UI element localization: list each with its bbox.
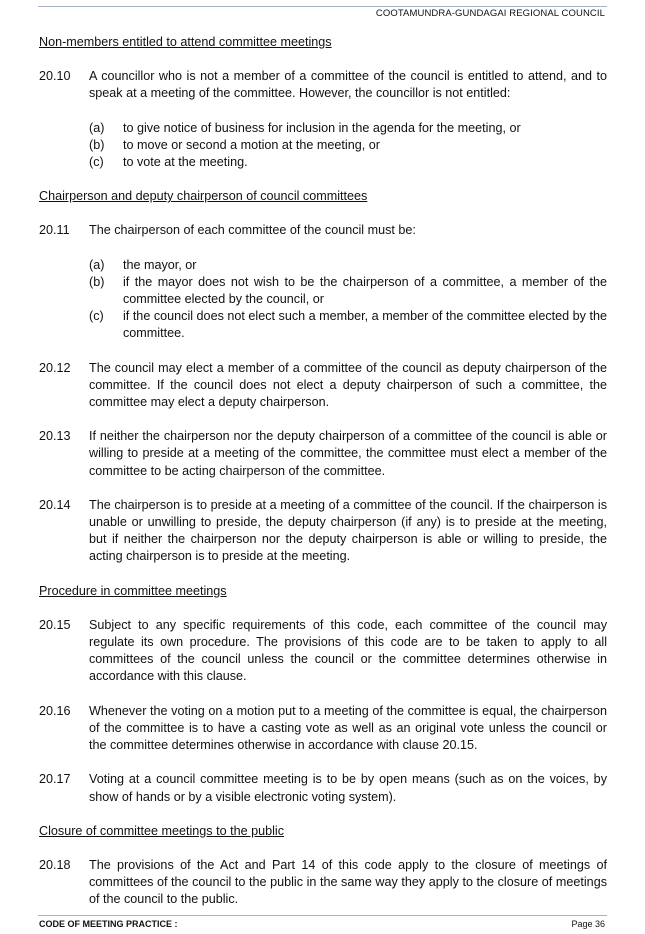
- document-body: [39, 34, 607, 926]
- clause-20-12: [39, 360, 607, 412]
- list-item-text: to give notice of business for inclusion in the agenda for the meeting, or: [123, 120, 521, 135]
- page-number: Page 36: [571, 919, 605, 929]
- footer-document-title: CODE OF MEETING PRACTICE :: [39, 919, 178, 929]
- clause-text: The chairperson is to preside at a meeting of a committee of the council. If the chairperson is unable or unwilling to preside, the deputy chairperson (if any) is to preside at the meeting, but if neither the chairperson nor the deputy chairperson is able or willing to preside, the acting chairperson is to preside at the meeting.: [89, 497, 607, 564]
- list-item-text: if the council does not elect such a member, a member of the committee elected by the committee.: [123, 309, 607, 341]
- list-item: [89, 154, 607, 171]
- list-item-label: (a): [89, 120, 105, 135]
- clause-text: The chairperson of each committee of the council must be:: [89, 223, 416, 238]
- header-rule: [38, 6, 607, 7]
- clause-20-14: [39, 497, 607, 566]
- clause-text: Subject to any specific requirements of this code, each committee of the council may regulate its own procedure. The provisions of this code are to be taken to apply to all committees of the council unless the council or the committee determines otherwise in accordance with this clause.: [89, 617, 607, 684]
- clause-number: 20.15: [39, 617, 71, 632]
- header-title: COOTAMUNDRA-GUNDAGAI REGIONAL COUNCIL: [375, 8, 605, 19]
- clause-number: 20.10: [39, 69, 71, 84]
- clause-sublist: [89, 257, 607, 343]
- list-item: [89, 257, 607, 274]
- footer-rule: [38, 915, 607, 916]
- clause-20-11: [39, 222, 607, 239]
- clause-text: Voting at a council committee meeting is to be by open means (such as on the voices, by show of hands or by a visible electronic voting system).: [89, 772, 607, 804]
- list-item: [89, 274, 607, 308]
- clause-20-18: [39, 857, 607, 909]
- list-item-text: to vote at the meeting.: [123, 155, 248, 170]
- list-item-text: the mayor, or: [123, 257, 197, 272]
- list-item-label: (b): [89, 137, 105, 152]
- clause-number: 20.17: [39, 772, 71, 787]
- clause-number: 20.11: [39, 223, 70, 238]
- list-item-label: (b): [89, 274, 105, 289]
- clause-number: 20.16: [39, 703, 71, 718]
- section-heading: Procedure in committee meetings: [39, 583, 227, 598]
- clause-text: If neither the chairperson nor the deputy chairperson of a committee of the council is able or willing to preside at a meeting of the committee, the committee must elect a member of the committee to be acting chairperson of the committee.: [89, 429, 607, 478]
- list-item-label: (c): [89, 155, 104, 170]
- clause-text: A councillor who is not a member of a committee of the council is entitled to attend, and to speak at a meeting of the committee. However, the councillor is not entitled:: [89, 69, 607, 101]
- list-item: [89, 137, 607, 154]
- clause-sublist: [89, 120, 607, 172]
- clause-20-16: [39, 703, 607, 755]
- list-item-label: (c): [89, 309, 104, 324]
- clause-number: 20.12: [39, 360, 71, 375]
- clause-number: 20.14: [39, 497, 71, 512]
- clause-20-10: [39, 68, 607, 102]
- list-item: [89, 308, 607, 342]
- clause-text: The council may elect a member of a committee of the council as deputy chairperson of the committee. If the council does not elect a deputy chairperson of such a committee, the committee may elect a deputy chairperson.: [89, 360, 607, 410]
- clause-text: Whenever the voting on a motion put to a meeting of the committee is equal, the chairperson of the committee is to have a casting vote as well as an original vote unless the council or the committee determines otherwise in accordance with clause 20.15.: [89, 703, 607, 753]
- clause-text: The provisions of the Act and Part 14 of this code apply to the closure of meetings of committees of the council to the public in the same way they apply to the closure of meetings of the council to the public.: [89, 857, 607, 907]
- section-heading: Chairperson and deputy chairperson of council committees: [39, 189, 368, 204]
- list-item: [89, 120, 607, 137]
- clause-number: 20.18: [39, 857, 71, 872]
- clause-20-13: [39, 428, 607, 480]
- clause-20-17: [39, 771, 607, 805]
- list-item-label: (a): [89, 257, 105, 272]
- list-item-text: to move or second a motion at the meeting, or: [123, 137, 380, 152]
- list-item-text: if the mayor does not wish to be the chairperson of a committee, a member of the committee elected by the council, or: [123, 274, 607, 307]
- section-heading: Non-members entitled to attend committee meetings: [39, 35, 332, 49]
- clause-20-15: [39, 617, 607, 686]
- section-heading: Closure of committee meetings to the public: [39, 823, 284, 838]
- clause-number: 20.13: [39, 429, 71, 444]
